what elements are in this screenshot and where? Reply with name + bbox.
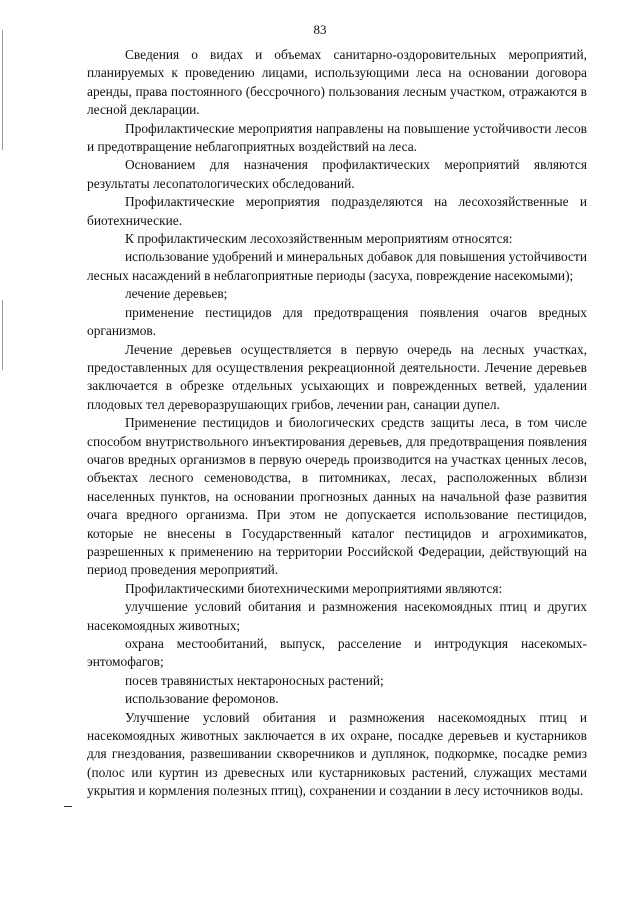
margin-mark [64,806,72,807]
list-item-entomophages: охрана местообитаний, выпуск, расселение и интродукция насекомых-энтомофагов; [87,636,587,670]
paragraph-tree-treatment: Лечение деревьев осуществляется в первую очередь на лесных участках, предоставленных для осуществления рекреационной деятельности. Лечение деревьев заключается в обрезке отдельных усыхающих и поврежденных ветвей, удалении плодовых тел дереворазрушающих грибов, лечении ран, санации дупел. [87,341,587,412]
list-item-tree-treatment: лечение деревьев; [125,286,228,302]
list-item-bird-habitat: улучшение условий обитания и размножения насекомоядных птиц и других насекомоядных животных; [87,599,587,633]
paragraph-forestry-measures-intro: К профилактическим лесохозяйственным мероприятиям относятся: [125,231,513,247]
list-item-pesticides: применение пестицидов для предотвращения появления очагов вредных организмов. [87,304,587,339]
paragraph-prevention-basis: Основанием для назначения профилактических мероприятий являются результаты лесопатологических обследований. [87,157,587,191]
paragraph-prevention-purpose: Профилактические мероприятия направлены на повышение устойчивости лесов и предотвращение неблагоприятных воздействий на леса. [87,120,587,155]
list-item-nectar-plants: посев травянистых нектароносных растений; [125,672,384,688]
paragraph-declaration: Сведения о видах и объемах санитарно-оздоровительных мероприятий, планируемых к проведению лицами, использующими леса на основании договора аренды, права постоянного (бессрочного) пользования лесным участком, отражаются в лесной декларации. [87,47,587,118]
page-number: 83 [313,22,327,37]
document-body [87,46,587,801]
scan-edge-line [2,300,3,370]
paragraph-bird-habitat-details: Улучшение условий обитания и размножения насекомоядных птиц и насекомоядных животных заключается в их охране, посадке деревьев и кустарников для гнездования, развешивании скворечников и дуплянок, подкормке, посадке ремиз (полос или куртин из древесных или кустарниковых растений, служащих местами укрытия и кормления полезных птиц), сохранении и создании в лесу источников воды. [87,709,587,799]
list-item-pheromones: использование феромонов. [125,691,279,707]
paragraph-pesticide-application: Применение пестицидов и биологических средств защиты леса, в том числе способом внутриствольного инъектирования деревьев, для предотвращения появления очагов вредных организмов в первую очередь производится на участках ценных лесов, объектах лесного семеноводства, в питомниках, лесах, расположенных вблизи населенных пунктов, на основании прогнозных данных на начальной фазе развития очага вредного организма. При этом не допускается использование пестицидов, которые не внесены в Государственный каталог пестицидов и агрохимикатов, разрешенных к применению на территории Российской Федерации, действующий на период проведения мероприятий. [87,415,587,578]
list-item-fertilizers: использование удобрений и минеральных добавок для повышения устойчивости лесных насаждений в неблагоприятные периоды (засуха, повреждение насекомыми); [87,249,587,283]
paragraph-biotech-measures-intro: Профилактическими биотехническими мероприятиями являются: [125,580,503,596]
scan-edge-line [2,30,3,150]
paragraph-prevention-types: Профилактические мероприятия подразделяются на лесохозяйственные и биотехнические. [87,194,587,228]
